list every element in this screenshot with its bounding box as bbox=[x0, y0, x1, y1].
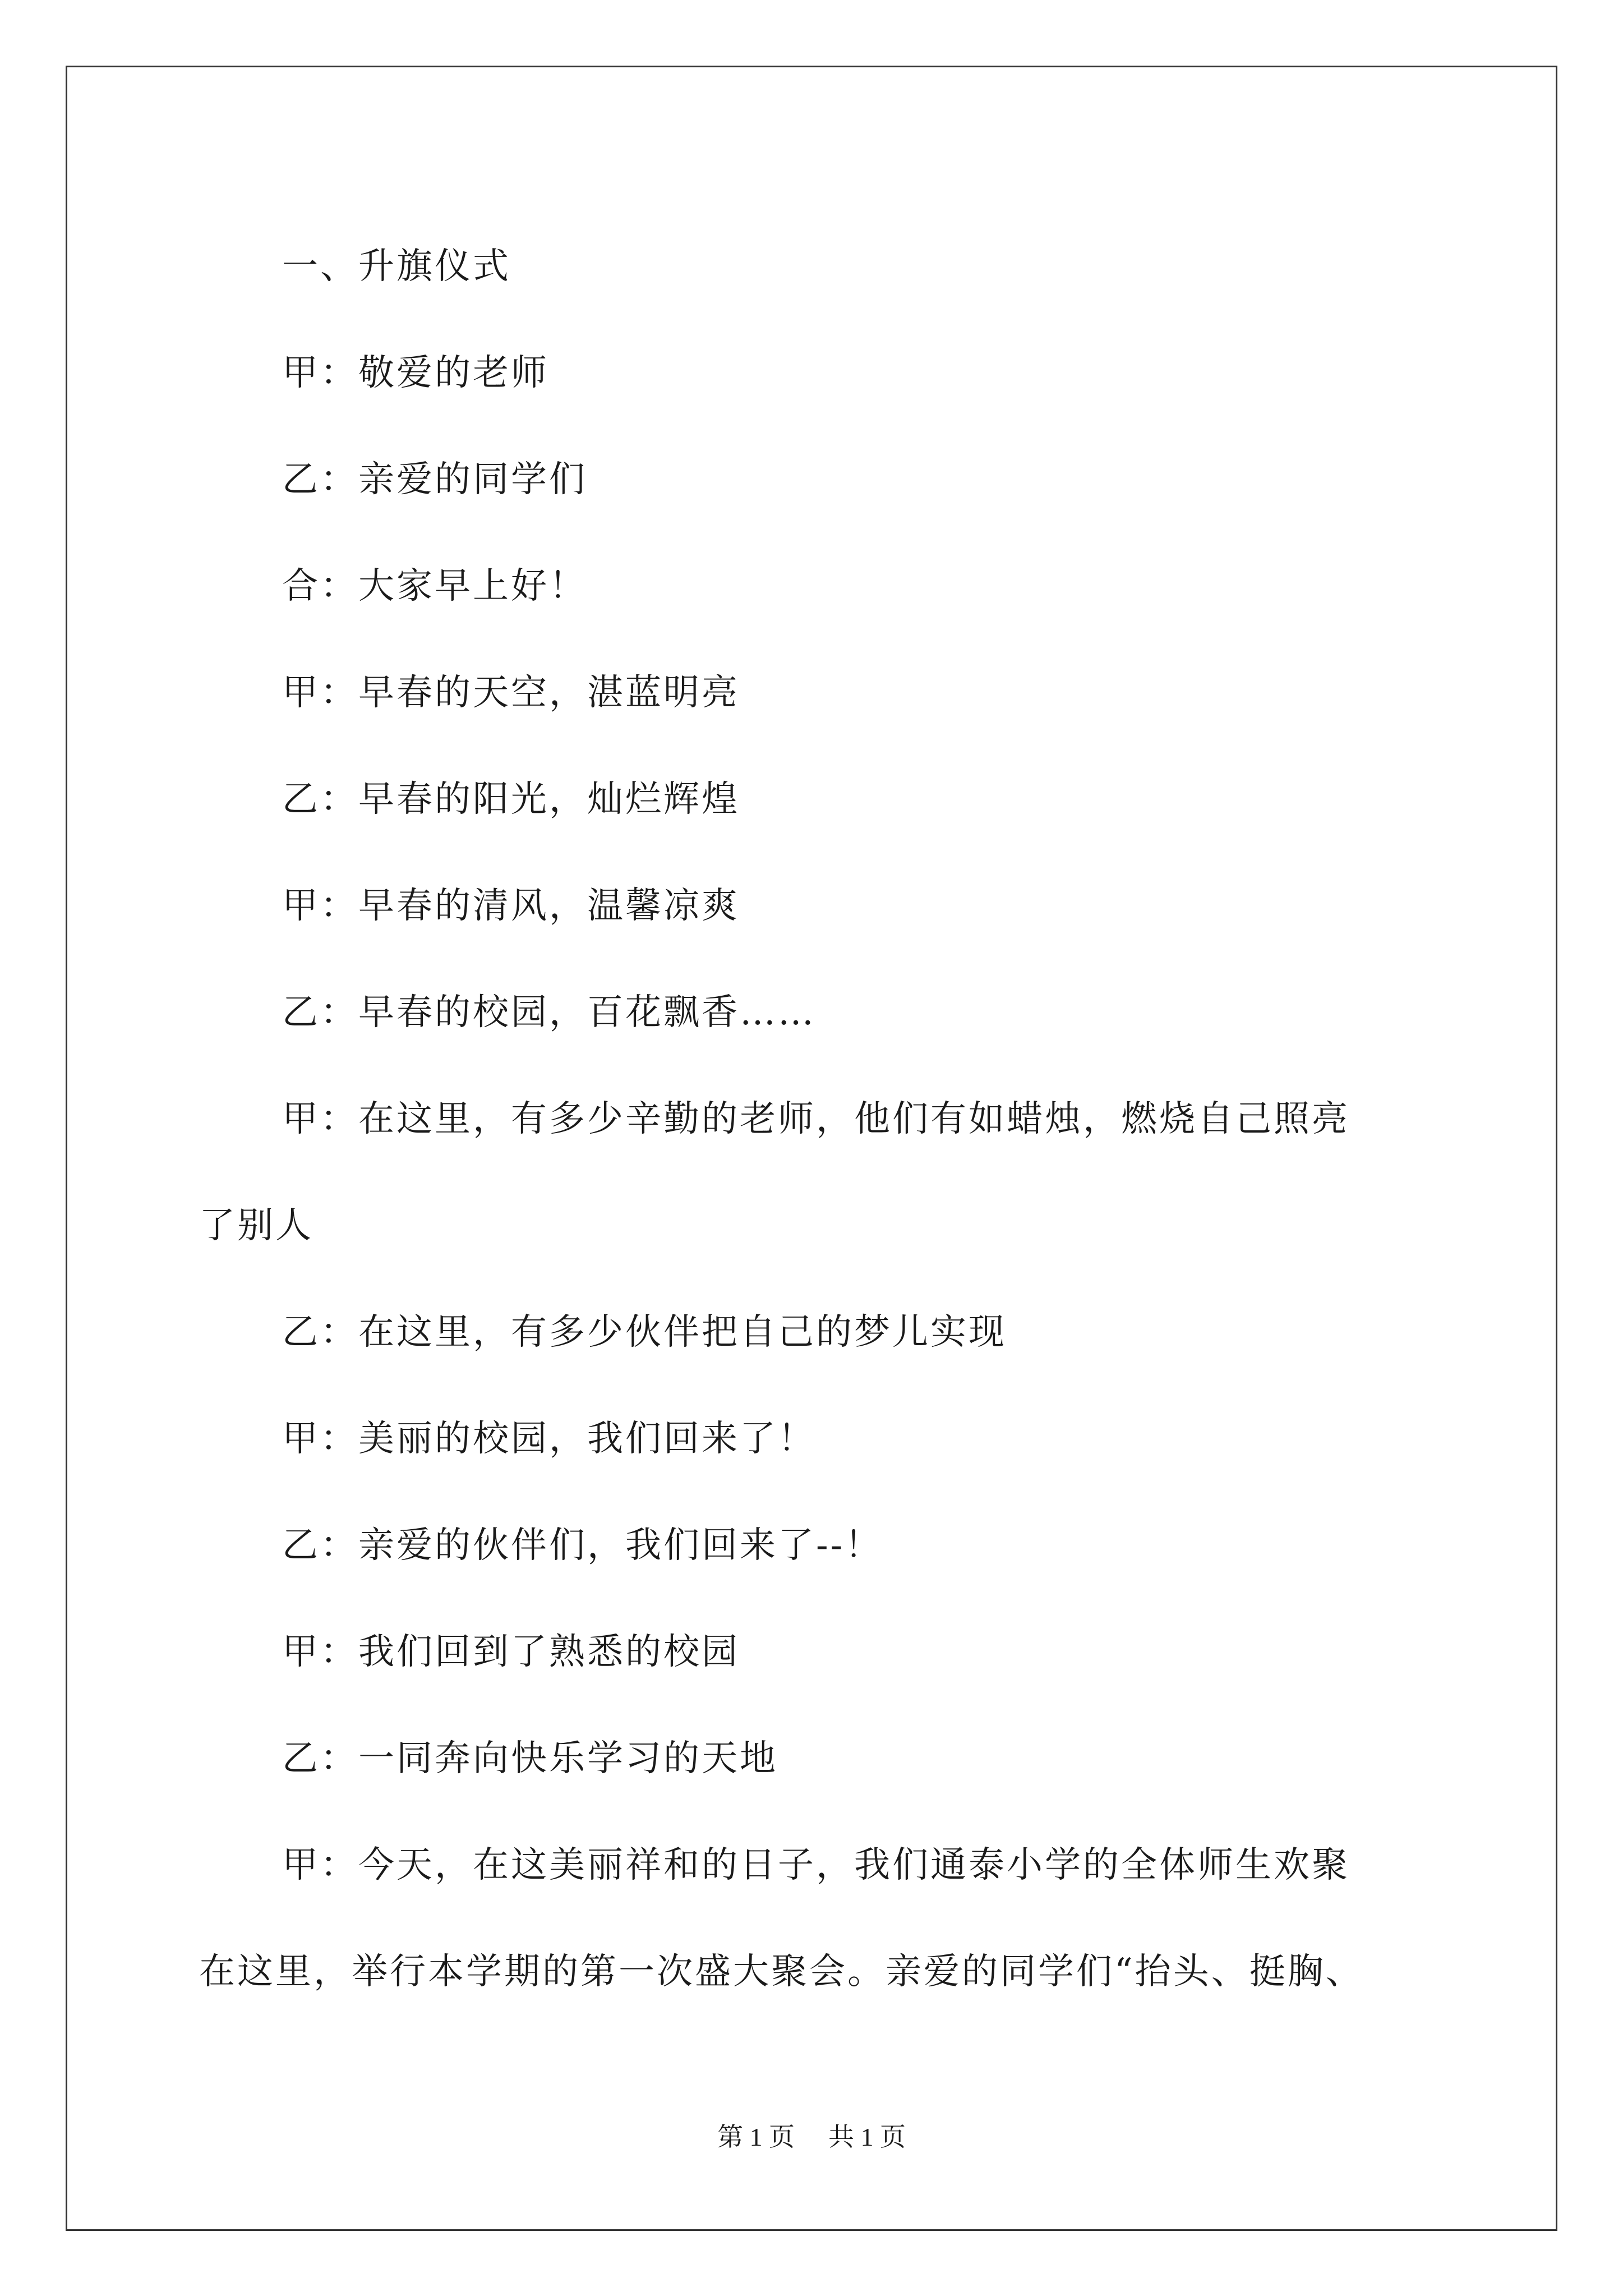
paragraph-line: 甲：早春的清风，温馨凉爽 bbox=[282, 885, 740, 927]
paragraph-line: 甲：早春的天空，湛蓝明亮 bbox=[282, 672, 740, 714]
page-total: 共 1 页 bbox=[828, 2123, 906, 2151]
paragraph-line: 乙：在这里，有多少伙伴把自己的梦儿实现 bbox=[282, 1312, 1007, 1353]
paragraph-line-continuation: 了别人 bbox=[199, 1205, 313, 1246]
page-footer bbox=[0, 2120, 1623, 2154]
paragraph-line: 甲：我们回到了熟悉的校园 bbox=[282, 1631, 740, 1673]
paragraph-line: 甲：今天，在这美丽祥和的日子，我们通泰小学的全体师生欢聚 bbox=[282, 1844, 1350, 1886]
paragraph-line: 乙：亲爱的伙伴们，我们回来了--！ bbox=[282, 1525, 883, 1566]
paragraph-line: 乙：早春的校园，百花飘香…… bbox=[282, 992, 816, 1033]
document-body bbox=[199, 213, 1450, 2025]
paragraph-line: 乙：一同奔向快乐学习的天地 bbox=[282, 1738, 778, 1779]
paragraph-line: 甲：美丽的校园，我们回来了！ bbox=[282, 1418, 816, 1460]
paragraph-line-continuation: 在这里，举行本学期的第一次盛大聚会。亲爱的同学们“抬头、挺胸、 bbox=[199, 1951, 1364, 1993]
paragraph-line: 合：大家早上好！ bbox=[282, 565, 587, 607]
page-number: 第 1 页 bbox=[717, 2123, 795, 2151]
paragraph-line: 甲：在这里，有多少辛勤的老师，他们有如蜡烛，燃烧自己照亮 bbox=[282, 1098, 1350, 1140]
paragraph-line: 乙：亲爱的同学们 bbox=[282, 459, 587, 500]
paragraph-line: 一、升旗仪式 bbox=[282, 246, 511, 287]
paragraph-line: 乙：早春的阳光，灿烂辉煌 bbox=[282, 779, 740, 820]
paragraph-line: 甲：敬爱的老师 bbox=[282, 352, 549, 394]
